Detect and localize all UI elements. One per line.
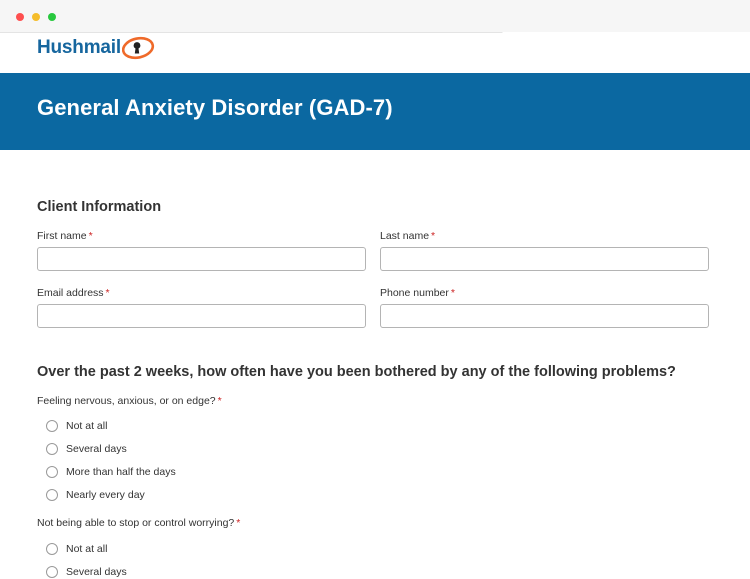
phone-number-label: Phone number * [380, 287, 455, 299]
logo-text-hush: Hush [37, 37, 84, 58]
minimize-window-button[interactable] [32, 13, 40, 21]
required-mark: * [431, 230, 436, 242]
page-title: General Anxiety Disorder (GAD-7) [37, 95, 393, 120]
last-name-label: Last name * [380, 230, 436, 242]
last-name-input[interactable] [380, 247, 709, 271]
logo-text-mail: mail [83, 37, 121, 58]
radio-label: Several days [66, 566, 127, 578]
radio-button[interactable] [46, 566, 58, 578]
radio-label: Not at all [66, 420, 108, 432]
first-name-input[interactable] [37, 247, 366, 271]
required-mark: * [450, 287, 455, 299]
required-mark: * [217, 395, 222, 407]
email-address-label: Email address * [37, 287, 110, 299]
question-1-option-several-days[interactable] [46, 442, 127, 456]
form-title-banner [0, 73, 750, 150]
radio-button[interactable] [46, 420, 58, 432]
radio-button[interactable] [46, 543, 58, 555]
question-2-option-not-at-all[interactable] [46, 542, 107, 556]
radio-label: Not at all [66, 543, 108, 555]
question-1-option-nearly-every-day[interactable] [46, 488, 145, 502]
maximize-window-button[interactable] [48, 13, 56, 21]
required-mark: * [236, 517, 241, 529]
phone-number-input[interactable] [380, 304, 709, 328]
radio-button[interactable] [46, 489, 58, 501]
window-titlebar [0, 0, 750, 33]
email-address-input[interactable] [37, 304, 366, 328]
question-2-option-several-days[interactable] [46, 565, 127, 579]
required-mark: * [105, 287, 110, 299]
radio-button[interactable] [46, 466, 58, 478]
close-window-button[interactable] [16, 13, 24, 21]
client-information-heading: Client Information [37, 199, 162, 215]
radio-button[interactable] [46, 443, 58, 455]
logo-bar [0, 33, 750, 73]
question-1-label: Feeling nervous, anxious, or on edge? * [37, 395, 222, 407]
radio-label: Nearly every day [66, 489, 145, 501]
question-1-option-not-at-all[interactable] [46, 419, 107, 433]
radio-label: Several days [66, 443, 127, 455]
question-2-label: Not being able to stop or control worrying? * [37, 517, 241, 529]
first-name-label: First name * [37, 230, 93, 242]
questionnaire-heading: Over the past 2 weeks, how often have you been bothered by any of the following problems? [37, 364, 676, 380]
hushmail-logo[interactable] [37, 36, 156, 60]
keyhole-icon [122, 36, 156, 60]
question-1-option-more-than-half[interactable] [46, 465, 176, 479]
radio-label: More than half the days [66, 466, 176, 478]
required-mark: * [88, 230, 93, 242]
